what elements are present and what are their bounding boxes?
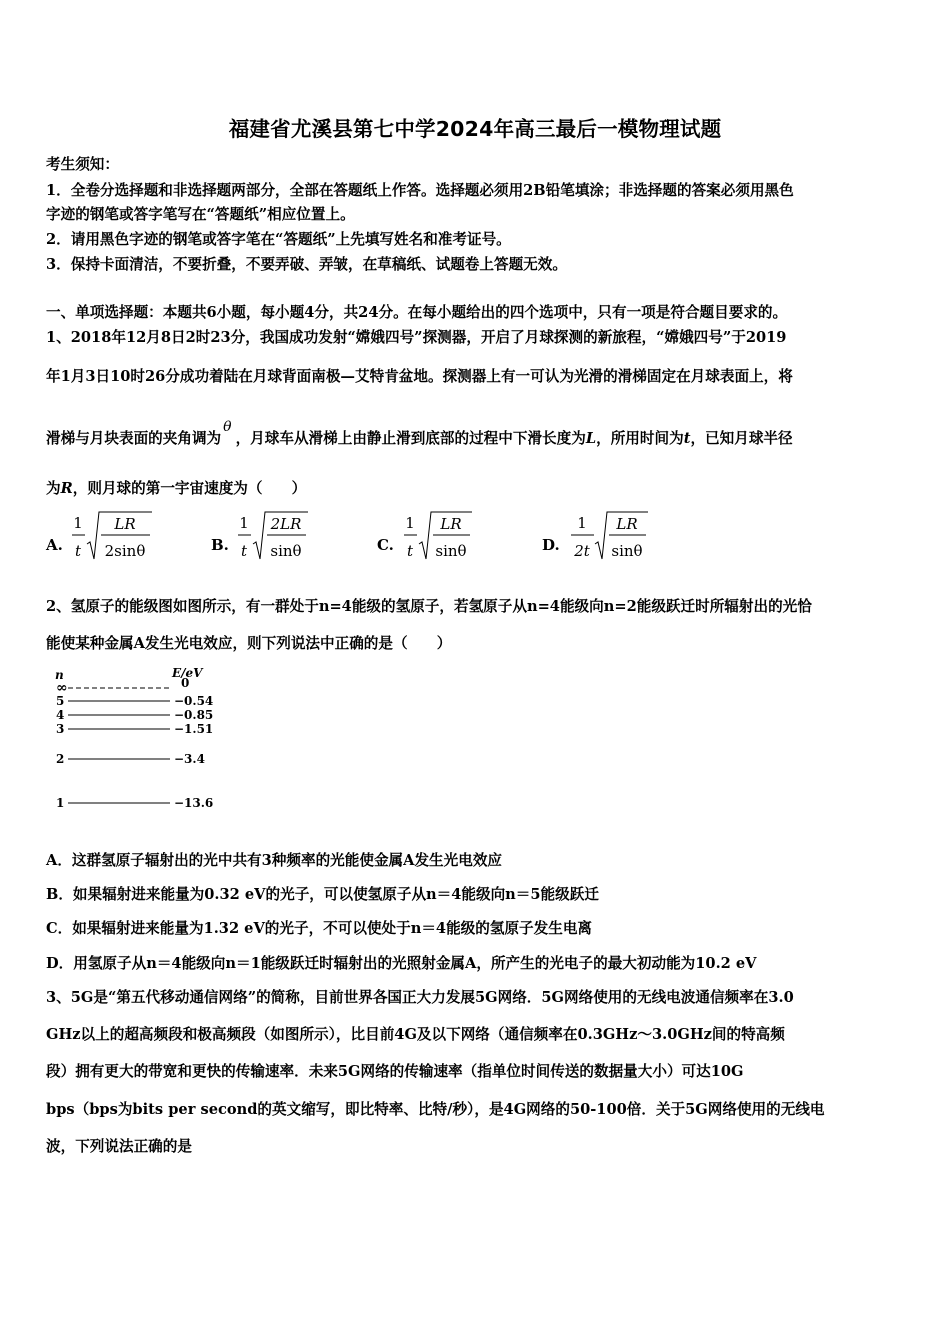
q2-line: 能使某种金属A发生光电效应，则下列说法中正确的是（ ）	[46, 635, 452, 652]
formula-c	[402, 508, 492, 564]
notice-line: 字迹的钢笔或答字笔写在“答题纸”相应位置上。	[46, 206, 355, 223]
option-label: A.	[46, 536, 63, 554]
notice-heading: 考生须知：	[46, 156, 119, 173]
page-title: 福建省尤溪县第七中学2024年高三最后一模物理试题	[228, 117, 722, 141]
inner-den: sinθ	[611, 542, 643, 560]
theta-symbol: θ	[223, 419, 232, 435]
inner-den: sinθ	[435, 542, 467, 560]
var-R: R	[60, 480, 73, 497]
level-energy-label: −0.85	[174, 708, 214, 722]
var-L: L	[585, 430, 597, 447]
q1-line-3	[46, 419, 793, 448]
level-energy-label: 0	[181, 676, 190, 690]
q1-text: 为	[46, 480, 61, 497]
option-label: D.	[542, 536, 560, 554]
notice-line: 2．请用黑色字迹的钢笔或答字笔在“答题纸”上先填写姓名和准考证号。	[46, 231, 511, 248]
q2-option-b[interactable]: B．如果辐射进来能量为0.32 eV的光子，可以使氢原子从n＝4能级向n＝5能级跃迁	[46, 886, 599, 903]
frac-num: 1	[577, 514, 587, 532]
frac-den: t	[74, 542, 82, 560]
frac-den: 2t	[574, 542, 590, 560]
q2-option-a[interactable]: A．这群氢原子辐射出的光中共有3种频率的光能使金属A发生光电效应	[46, 852, 503, 869]
q1-text: ，所用时间为	[596, 430, 684, 447]
frac-num: 1	[405, 514, 415, 532]
frac-den: t	[240, 542, 248, 560]
frac-den: t	[406, 542, 414, 560]
q3-line: 段）拥有更大的带宽和更快的传输速率．未来5G网络的传输速率（指单位时间传送的数据量大小）可达10G	[46, 1063, 744, 1080]
q1-line-4	[46, 477, 306, 498]
formula-d	[568, 508, 668, 564]
q1-line: 年1月3日10时26分成功着陆在月球背面南极—艾特肯盆地。探测器上有一可认为光滑的滑梯固定在月球表面上，将	[46, 368, 793, 385]
level-n-label: 4	[56, 708, 65, 722]
level-energy-label: −3.4	[174, 752, 205, 766]
level-n-label: 3	[56, 722, 65, 736]
q3-line: 波，下列说法正确的是	[46, 1138, 192, 1155]
energy-level-diagram	[50, 662, 240, 822]
q1-text: ，已知月球半径	[690, 430, 793, 447]
q1-text: 滑梯与月块表面的夹角调为	[46, 430, 222, 447]
level-n-label: 5	[56, 694, 65, 708]
inner-num: LR	[616, 515, 638, 533]
level-n-label: 2	[56, 752, 65, 766]
q3-line: 3、5G是“第五代移动通信网络”的简称，目前世界各国正大力发展5G网络．5G网络使用的无线电波通信频率在3.0	[46, 989, 794, 1006]
q1-line: 1、2018年12月8日2时23分，我国成功发射“嫦娥四号”探测器，开启了月球探测的新旅程，“嫦娥四号”于2019	[46, 329, 787, 346]
level-energy-label: −1.51	[174, 722, 214, 736]
level-energy-label: −13.6	[174, 796, 214, 810]
n-axis-label: n	[55, 668, 64, 682]
q2-option-c[interactable]: C．如果辐射进来能量为1.32 eV的光子，不可以使处于n＝4能级的氢原子发生电离	[46, 920, 593, 937]
q2-option-d[interactable]: D．用氢原子从n＝4能级向n＝1能级跃迁时辐射出的光照射金属A，所产生的光电子的最大初动能为10.2 eV	[46, 955, 757, 972]
q1-text: ，则月球的第一宇宙速度为（ ）	[72, 480, 307, 497]
section-heading: 一、单项选择题：本题共6小题，每小题4分，共24分。在每小题给出的四个选项中，只有一项是符合题目要求的。	[46, 304, 788, 321]
frac-num: 1	[239, 514, 249, 532]
inner-den: sinθ	[270, 542, 302, 560]
e-axis-label: E/eV	[172, 666, 203, 680]
q3-line: bps（bps为bits per second的英文缩写，即比特率、比特/秒），是4G网络的50-100倍．关于5G网络使用的无线电	[46, 1101, 825, 1118]
var-t: t	[683, 430, 691, 447]
notice-line: 3．保持卡面清洁，不要折叠，不要弄破、弄皱，在草稿纸、试题卷上答题无效。	[46, 256, 567, 273]
q1-text: ，月球车从滑梯上由静止滑到底部的过程中下滑长度为	[235, 430, 586, 447]
inner-num: LR	[114, 515, 136, 533]
level-n-label: 1	[56, 796, 65, 810]
frac-num: 1	[73, 514, 83, 532]
inner-num: 2LR	[270, 515, 302, 533]
formula-a	[70, 508, 160, 564]
q3-line: GHz以上的超高频段和极高频段（如图所示），比目前4G及以下网络（通信频率在0.3GHz～3.0GHz间的特高频	[46, 1026, 785, 1043]
level-n-label: ∞	[56, 680, 68, 696]
inner-num: LR	[440, 515, 462, 533]
notice-line: 1．全卷分选择题和非选择题两部分，全部在答题纸上作答。选择题必须用2B铅笔填涂；非选择题的答案必须用黑色	[46, 182, 794, 199]
formula-b	[236, 508, 326, 564]
q2-line: 2、氢原子的能级图如图所示，有一群处于n=4能级的氢原子，若氢原子从n=4能级向n=2能级跃迁时所辐射出的光恰	[46, 598, 812, 615]
option-label: B.	[211, 536, 229, 554]
level-energy-label: −0.54	[174, 694, 214, 708]
option-label: C.	[377, 536, 394, 554]
inner-den: 2sinθ	[104, 542, 146, 560]
